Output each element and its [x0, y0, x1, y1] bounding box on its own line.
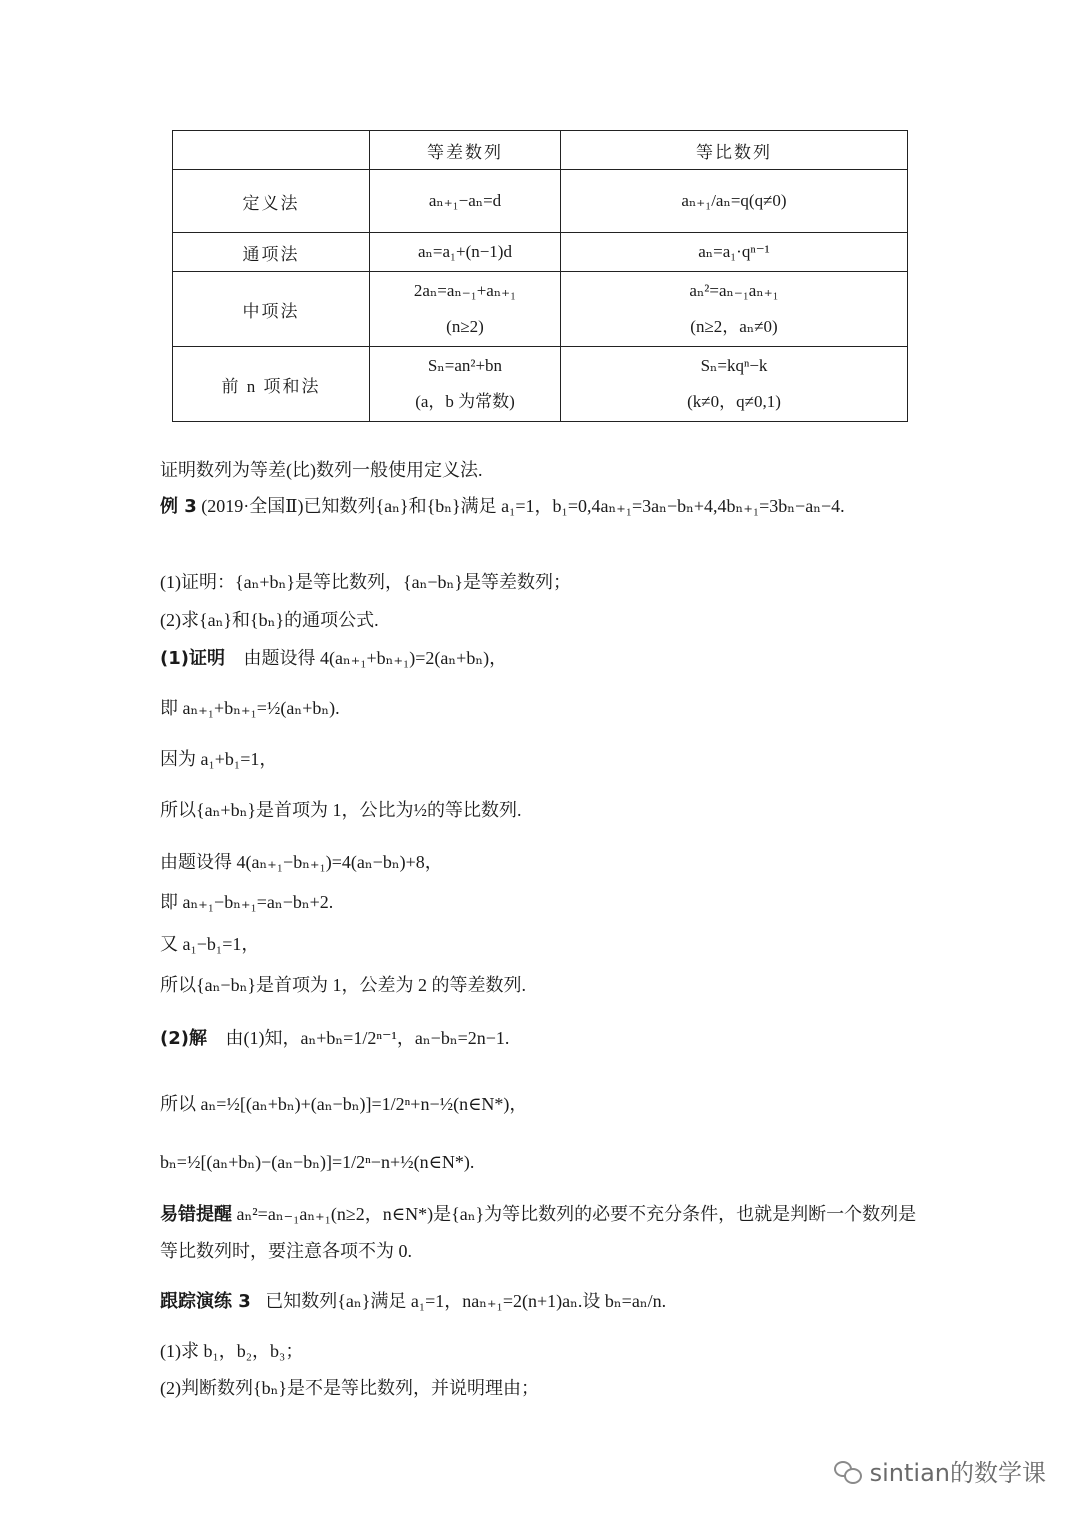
- row-label: 通项法: [173, 233, 370, 272]
- cell-text: (n≥2，aₙ≠0): [690, 317, 778, 336]
- proof-step: 又 a₁−b₁=1，: [160, 934, 260, 954]
- table-row: [173, 233, 908, 272]
- note-text: 证明数列为等差(比)数列一般使用定义法.: [160, 460, 483, 480]
- solution-line: [160, 1024, 509, 1050]
- proof-label: (1)证明: [160, 648, 225, 669]
- table-row: [173, 170, 908, 233]
- tip-label: 易错提醒: [160, 1204, 232, 1225]
- table-header-row: [173, 131, 908, 170]
- cell-text: aₙ=a₁·qⁿ⁻¹: [698, 242, 770, 261]
- cell-text: aₙ₊₁−aₙ=d: [428, 191, 502, 210]
- cell-text: (k≠0，q≠0,1): [687, 392, 781, 411]
- practice-line: [160, 1287, 666, 1313]
- cell-text: aₙ=a₁+(n−1)d: [418, 242, 512, 261]
- cell-text: aₙ²=aₙ₋₁aₙ₊₁: [689, 281, 779, 300]
- arith-cell: [370, 233, 561, 272]
- tip-text: aₙ²=aₙ₋₁aₙ₊₁(n≥2，n∈N*)是{aₙ}为等比数列的必要不充分条件，也就是判断一个数列是等比数列时，要注意各项不为 0.: [160, 1204, 917, 1261]
- practice-question-1: (1)求 b₁，b₂，b₃；: [160, 1341, 304, 1361]
- cell-text: (a，b 为常数): [415, 392, 515, 411]
- geo-cell: [561, 272, 908, 347]
- table-header-arith: 等差数列: [370, 131, 561, 170]
- example-label: 例 3: [160, 496, 197, 517]
- proof-step: 所以{aₙ+bₙ}是首项为 1，公比为½的等比数列.: [160, 800, 522, 820]
- solution-step: bₙ=½[(aₙ+bₙ)−(aₙ−bₙ)]=1/2ⁿ−n+½(n∈N*).: [160, 1152, 475, 1172]
- example-paragraph: [160, 488, 930, 525]
- proof-step: 由题设得 4(aₙ₊₁+bₙ₊₁)=2(aₙ+bₙ)，: [243, 648, 508, 668]
- cell-text: Sₙ=an²+bn: [427, 356, 503, 375]
- row-label: 中项法: [173, 272, 370, 347]
- wechat-icon: [834, 1459, 862, 1483]
- cell-text: 2aₙ=aₙ₋₁+aₙ₊₁: [413, 281, 517, 300]
- proof-line: [160, 644, 507, 670]
- arith-cell: [370, 347, 561, 422]
- tip-paragraph: [160, 1196, 930, 1269]
- cell-text: Sₙ=kqⁿ−k: [700, 356, 768, 375]
- proof-step: 因为 a₁+b₁=1，: [160, 749, 278, 769]
- row-label: 前 n 项和法: [173, 347, 370, 422]
- example-text: (2019·全国Ⅱ)已知数列{aₙ}和{bₙ}满足 a₁=1，b₁=0,4aₙ₊₁=3aₙ−bₙ+4,4bₙ₊₁=3bₙ−aₙ−4.: [201, 496, 845, 516]
- solution-step: 由(1)知，aₙ+bₙ=1/2ⁿ⁻¹，aₙ−bₙ=2n−1.: [225, 1028, 510, 1048]
- table-header-geo: 等比数列: [561, 131, 908, 170]
- cell-text: (n≥2): [446, 317, 484, 336]
- proof-step: 即 aₙ₊₁−bₙ₊₁=aₙ−bₙ+2.: [160, 892, 334, 912]
- table-header-empty: [173, 131, 370, 170]
- proof-step: 所以{aₙ−bₙ}是首项为 1，公差为 2 的等差数列.: [160, 975, 526, 995]
- solution-label: (2)解: [160, 1028, 207, 1049]
- watermark-text: sintian的数学课: [869, 1459, 1046, 1487]
- geo-cell: [561, 233, 908, 272]
- proof-step: 由题设得 4(aₙ₊₁−bₙ₊₁)=4(aₙ−bₙ)+8，: [160, 852, 443, 872]
- proof-step: 即 aₙ₊₁+bₙ₊₁=½(aₙ+bₙ).: [160, 698, 340, 718]
- row-label: 定义法: [173, 170, 370, 233]
- solution-step: 所以 aₙ=½[(aₙ+bₙ)+(aₙ−bₙ)]=1/2ⁿ+n−½(n∈N*)，: [160, 1094, 528, 1114]
- question-1: (1)证明：{aₙ+bₙ}是等比数列，{aₙ−bₙ}是等差数列；: [160, 572, 571, 592]
- table-row: [173, 347, 908, 422]
- arith-cell: [370, 272, 561, 347]
- practice-label: 跟踪演练 3: [160, 1291, 251, 1312]
- geo-cell: [561, 170, 908, 233]
- cell-text: aₙ₊₁/aₙ=q(q≠0): [681, 191, 787, 210]
- question-2: (2)求{aₙ}和{bₙ}的通项公式.: [160, 610, 379, 630]
- practice-question-2: (2)判断数列{bₙ}是不是等比数列，并说明理由；: [160, 1378, 540, 1398]
- arith-cell: [370, 170, 561, 233]
- comparison-table: [172, 130, 908, 422]
- practice-text: 已知数列{aₙ}满足 a₁=1，naₙ₊₁=2(n+1)aₙ.设 bₙ=aₙ/n.: [265, 1291, 667, 1311]
- geo-cell: [561, 347, 908, 422]
- table-row: [173, 272, 908, 347]
- watermark: [834, 1453, 1046, 1488]
